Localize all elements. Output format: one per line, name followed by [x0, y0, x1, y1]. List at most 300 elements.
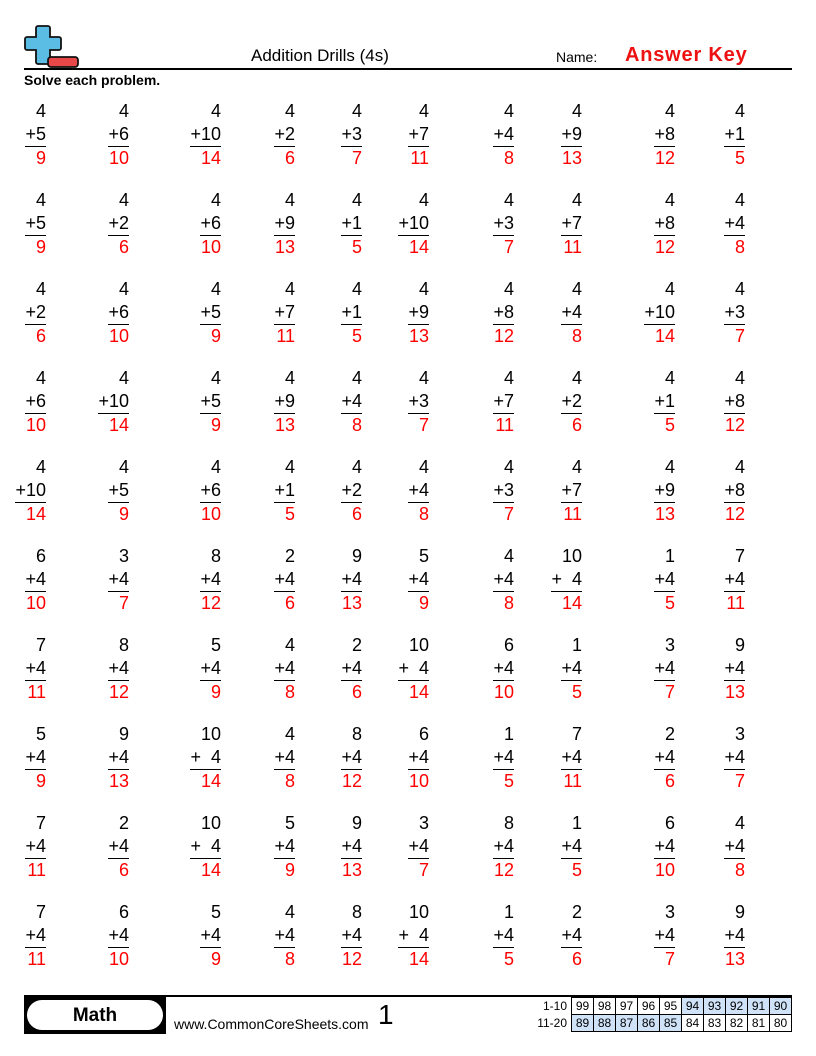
problem	[341, 812, 362, 882]
problem	[15, 456, 46, 526]
problem	[108, 901, 129, 971]
addend-top: 7	[35, 635, 46, 655]
answer: 12	[493, 326, 514, 346]
answer: 8	[284, 949, 295, 969]
addend-bottom: +4	[341, 390, 362, 414]
addend-top: 4	[418, 279, 429, 299]
problem	[190, 100, 221, 170]
addend-bottom: +4	[654, 657, 675, 681]
answer: 9	[35, 771, 46, 791]
addend-top: 2	[571, 902, 582, 922]
addend-top: 4	[35, 279, 46, 299]
addend-top: 5	[35, 724, 46, 744]
answer: 9	[210, 949, 221, 969]
addend-top: 4	[503, 190, 514, 210]
problem	[341, 634, 362, 704]
answer: 14	[408, 682, 429, 702]
problem	[561, 723, 582, 793]
problem	[408, 545, 429, 615]
addend-bottom: +4	[561, 657, 582, 681]
addend-top: 8	[351, 902, 362, 922]
answer: 12	[654, 237, 675, 257]
addend-top: 1	[571, 813, 582, 833]
problem	[654, 367, 675, 437]
answer: 6	[571, 949, 582, 969]
problem	[398, 634, 429, 704]
addend-bottom: +4	[408, 479, 429, 503]
addend-top: 4	[734, 279, 745, 299]
addend-bottom: +4	[724, 568, 745, 592]
addend-top: 7	[35, 902, 46, 922]
addend-top: 3	[118, 546, 129, 566]
website-link[interactable]: www.CommonCoreSheets.com	[174, 1016, 369, 1032]
addend-bottom: + 4	[190, 835, 221, 859]
problem	[493, 456, 514, 526]
score-cell: 99	[572, 998, 594, 1015]
answer: 5	[503, 771, 514, 791]
addend-top: 9	[351, 546, 362, 566]
answer: 11	[27, 949, 46, 969]
addend-top: 4	[284, 279, 295, 299]
addend-top: 2	[118, 813, 129, 833]
answer: 7	[734, 771, 745, 791]
answer: 9	[418, 593, 429, 613]
addend-top: 6	[118, 902, 129, 922]
addend-top: 5	[418, 546, 429, 566]
problem	[408, 456, 429, 526]
answer: 5	[284, 504, 295, 524]
addend-bottom: +2	[341, 479, 362, 503]
addend-bottom: +1	[341, 212, 362, 236]
answer: 8	[734, 237, 745, 257]
problem	[724, 100, 745, 170]
addend-top: 4	[118, 368, 129, 388]
addend-top: 8	[503, 813, 514, 833]
addend-top: 4	[571, 101, 582, 121]
addend-bottom: +4	[341, 924, 362, 948]
addend-top: 4	[503, 457, 514, 477]
answer: 11	[276, 326, 295, 346]
answer: 12	[654, 148, 675, 168]
problem	[724, 367, 745, 437]
problem	[108, 812, 129, 882]
addend-bottom: +10	[15, 479, 46, 503]
problem	[493, 634, 514, 704]
problem	[200, 278, 221, 348]
problem	[200, 367, 221, 437]
addend-top: 9	[118, 724, 129, 744]
addend-top: 7	[35, 813, 46, 833]
addend-top: 4	[118, 101, 129, 121]
addend-top: 4	[664, 190, 675, 210]
problem	[274, 812, 295, 882]
addend-bottom: +4	[724, 835, 745, 859]
score-cell: 89	[572, 1015, 594, 1032]
score-table	[534, 997, 792, 1032]
answer: 12	[724, 415, 745, 435]
score-cell: 82	[726, 1015, 748, 1032]
addend-bottom: +9	[408, 301, 429, 325]
addend-bottom: +8	[654, 123, 675, 147]
answer: 10	[200, 237, 221, 257]
answer: 7	[734, 326, 745, 346]
addend-top: 3	[418, 813, 429, 833]
answer: 9	[35, 237, 46, 257]
addend-bottom: +9	[274, 390, 295, 414]
addend-bottom: +4	[200, 924, 221, 948]
problem	[190, 723, 221, 793]
addend-bottom: +5	[200, 301, 221, 325]
addend-bottom: +10	[98, 390, 129, 414]
addend-top: 9	[734, 902, 745, 922]
addend-bottom: +4	[654, 568, 675, 592]
addend-top: 7	[571, 724, 582, 744]
problem	[25, 100, 46, 170]
problem	[341, 367, 362, 437]
problem	[654, 723, 675, 793]
addend-bottom: +4	[493, 123, 514, 147]
addend-bottom: +6	[25, 390, 46, 414]
problem	[493, 278, 514, 348]
addend-top: 4	[418, 457, 429, 477]
addend-top: 1	[664, 546, 675, 566]
addend-bottom: +6	[108, 123, 129, 147]
addend-top: 4	[418, 101, 429, 121]
addend-top: 4	[503, 279, 514, 299]
answer: 13	[724, 682, 745, 702]
answer: 7	[351, 148, 362, 168]
addend-top: 5	[284, 813, 295, 833]
addend-top: 4	[571, 368, 582, 388]
answer: 13	[561, 148, 582, 168]
addend-top: 4	[284, 190, 295, 210]
problem	[25, 545, 46, 615]
addend-top: 4	[210, 279, 221, 299]
problem	[724, 456, 745, 526]
addend-bottom: +3	[493, 212, 514, 236]
addend-top: 10	[408, 902, 429, 922]
addend-bottom: +4	[274, 924, 295, 948]
addend-bottom: +4	[274, 746, 295, 770]
addend-bottom: + 4	[190, 746, 221, 770]
answer: 7	[664, 682, 675, 702]
answer: 9	[210, 682, 221, 702]
addend-bottom: +8	[724, 390, 745, 414]
addend-top: 8	[351, 724, 362, 744]
addend-bottom: +4	[561, 746, 582, 770]
score-cell: 86	[638, 1015, 660, 1032]
score-cell: 90	[770, 998, 792, 1015]
addend-bottom: +4	[408, 746, 429, 770]
problem	[408, 812, 429, 882]
answer: 8	[284, 682, 295, 702]
problem	[654, 634, 675, 704]
answer: 6	[284, 148, 295, 168]
addend-bottom: +4	[724, 657, 745, 681]
problem	[274, 723, 295, 793]
addend-bottom: +2	[108, 212, 129, 236]
answer: 10	[108, 148, 129, 168]
addend-bottom: +8	[654, 212, 675, 236]
problem	[341, 278, 362, 348]
problem	[25, 367, 46, 437]
addend-top: 4	[351, 190, 362, 210]
answer: 8	[571, 326, 582, 346]
score-cell: 84	[682, 1015, 704, 1032]
problem	[724, 545, 745, 615]
answer: 14	[408, 237, 429, 257]
problem	[493, 812, 514, 882]
addend-top: 8	[210, 546, 221, 566]
problem	[108, 278, 129, 348]
answer: 11	[726, 593, 745, 613]
answer: 5	[664, 593, 675, 613]
answer: 10	[200, 504, 221, 524]
addend-top: 4	[734, 813, 745, 833]
problem	[654, 100, 675, 170]
addend-top: 4	[118, 457, 129, 477]
problem	[561, 901, 582, 971]
score-cell: 94	[682, 998, 704, 1015]
addend-top: 4	[503, 101, 514, 121]
answer: 14	[408, 949, 429, 969]
answer: 6	[351, 682, 362, 702]
addend-top: 4	[35, 101, 46, 121]
answer-key-label: Answer Key	[625, 44, 748, 66]
addend-bottom: +4	[561, 924, 582, 948]
plus-minus-logo-icon	[24, 24, 80, 68]
addend-bottom: +4	[724, 746, 745, 770]
problem	[108, 545, 129, 615]
answer: 10	[108, 326, 129, 346]
problem	[200, 901, 221, 971]
problem	[724, 278, 745, 348]
answer: 5	[734, 148, 745, 168]
problem	[200, 545, 221, 615]
addend-top: 8	[118, 635, 129, 655]
addend-top: 4	[664, 457, 675, 477]
problem	[108, 456, 129, 526]
answer: 11	[410, 148, 429, 168]
answer: 11	[563, 237, 582, 257]
answer: 12	[724, 504, 745, 524]
answer: 9	[118, 504, 129, 524]
addend-bottom: +10	[398, 212, 429, 236]
answer: 8	[734, 860, 745, 880]
answer: 8	[284, 771, 295, 791]
problem	[493, 901, 514, 971]
addend-bottom: +1	[654, 390, 675, 414]
addend-bottom: +4	[654, 835, 675, 859]
problem	[654, 901, 675, 971]
answer: 5	[351, 326, 362, 346]
addend-top: 10	[561, 546, 582, 566]
addend-top: 4	[571, 190, 582, 210]
answer: 13	[274, 415, 295, 435]
answer: 5	[571, 860, 582, 880]
problem	[644, 278, 675, 348]
addend-bottom: +4	[493, 924, 514, 948]
addend-top: 4	[571, 457, 582, 477]
worksheet-title: Addition Drills (4s)	[251, 46, 389, 65]
addend-bottom: +4	[341, 746, 362, 770]
problem	[724, 634, 745, 704]
answer: 12	[200, 593, 221, 613]
addend-bottom: +4	[408, 568, 429, 592]
answer: 14	[200, 148, 221, 168]
addend-bottom: +1	[274, 479, 295, 503]
addend-top: 4	[734, 457, 745, 477]
problem	[398, 901, 429, 971]
problem	[341, 189, 362, 259]
answer: 7	[118, 593, 129, 613]
answer: 5	[351, 237, 362, 257]
problem	[341, 545, 362, 615]
problem	[274, 634, 295, 704]
answer: 8	[351, 415, 362, 435]
addend-top: 2	[284, 546, 295, 566]
addend-top: 4	[503, 546, 514, 566]
addend-bottom: +4	[274, 657, 295, 681]
answer: 6	[118, 237, 129, 257]
addend-top: 2	[351, 635, 362, 655]
addend-bottom: +4	[561, 301, 582, 325]
problem	[190, 812, 221, 882]
answer: 10	[25, 593, 46, 613]
answer: 8	[503, 593, 514, 613]
answer: 6	[35, 326, 46, 346]
addend-bottom: +4	[724, 924, 745, 948]
addend-top: 5	[210, 902, 221, 922]
problem	[341, 456, 362, 526]
addend-bottom: +4	[493, 657, 514, 681]
problem	[493, 723, 514, 793]
addend-top: 4	[210, 368, 221, 388]
addend-top: 4	[284, 635, 295, 655]
problem	[724, 189, 745, 259]
addend-bottom: +4	[25, 746, 46, 770]
answer: 10	[25, 415, 46, 435]
answer: 13	[654, 504, 675, 524]
answer: 13	[341, 860, 362, 880]
problem	[341, 723, 362, 793]
addend-bottom: +8	[724, 479, 745, 503]
score-cell: 85	[660, 1015, 682, 1032]
problem	[654, 812, 675, 882]
addend-bottom: +4	[25, 924, 46, 948]
addend-top: 4	[734, 101, 745, 121]
problem	[398, 189, 429, 259]
answer: 14	[654, 326, 675, 346]
problem	[561, 189, 582, 259]
answer: 5	[571, 682, 582, 702]
addend-bottom: +5	[25, 212, 46, 236]
problem	[341, 100, 362, 170]
addend-top: 3	[734, 724, 745, 744]
addend-bottom: +6	[200, 212, 221, 236]
answer: 5	[664, 415, 675, 435]
answer: 5	[503, 949, 514, 969]
addend-bottom: +4	[108, 835, 129, 859]
answer: 11	[27, 682, 46, 702]
addend-top: 1	[571, 635, 582, 655]
answer: 7	[418, 860, 429, 880]
problem	[25, 723, 46, 793]
score-row-label: 11-20	[537, 1016, 567, 1030]
problem	[408, 723, 429, 793]
addend-top: 4	[664, 101, 675, 121]
answer: 11	[563, 504, 582, 524]
answer: 13	[108, 771, 129, 791]
problem	[274, 100, 295, 170]
addend-bottom: +10	[190, 123, 221, 147]
problem	[108, 723, 129, 793]
problem	[25, 812, 46, 882]
worksheet-footer	[24, 995, 792, 1035]
addend-bottom: +4	[274, 835, 295, 859]
score-cell: 95	[660, 998, 682, 1015]
answer: 14	[200, 771, 221, 791]
answer: 10	[108, 949, 129, 969]
addend-top: 4	[284, 902, 295, 922]
addend-bottom: +8	[493, 301, 514, 325]
problem	[561, 278, 582, 348]
addend-top: 7	[734, 546, 745, 566]
addend-bottom: +6	[200, 479, 221, 503]
addend-bottom: +4	[493, 568, 514, 592]
addend-bottom: +4	[108, 568, 129, 592]
addend-top: 3	[664, 902, 675, 922]
answer: 10	[408, 771, 429, 791]
problem	[654, 545, 675, 615]
problem	[274, 367, 295, 437]
addend-bottom: +3	[341, 123, 362, 147]
addend-top: 5	[210, 635, 221, 655]
addend-bottom: +10	[644, 301, 675, 325]
addend-bottom: +4	[341, 835, 362, 859]
addend-top: 2	[664, 724, 675, 744]
addend-bottom: +1	[724, 123, 745, 147]
addend-bottom: +6	[108, 301, 129, 325]
answer: 14	[108, 415, 129, 435]
score-cell: 91	[748, 998, 770, 1015]
problem	[561, 456, 582, 526]
answer: 10	[654, 860, 675, 880]
addend-bottom: +7	[493, 390, 514, 414]
addend-bottom: +3	[408, 390, 429, 414]
worksheet-header	[24, 20, 792, 70]
addend-bottom: +9	[561, 123, 582, 147]
answer: 10	[493, 682, 514, 702]
addend-top: 4	[210, 101, 221, 121]
addend-top: 4	[351, 368, 362, 388]
subject-label: Math	[27, 1000, 163, 1030]
problem	[108, 634, 129, 704]
addend-bottom: +5	[25, 123, 46, 147]
answer: 9	[210, 415, 221, 435]
addend-bottom: +4	[654, 924, 675, 948]
addend-bottom: +2	[25, 301, 46, 325]
addend-top: 6	[418, 724, 429, 744]
problem	[25, 278, 46, 348]
problem	[200, 456, 221, 526]
addend-bottom: +4	[25, 835, 46, 859]
answer: 7	[418, 415, 429, 435]
problem	[493, 100, 514, 170]
answer: 7	[503, 237, 514, 257]
addend-top: 4	[351, 101, 362, 121]
addend-bottom: +4	[493, 746, 514, 770]
